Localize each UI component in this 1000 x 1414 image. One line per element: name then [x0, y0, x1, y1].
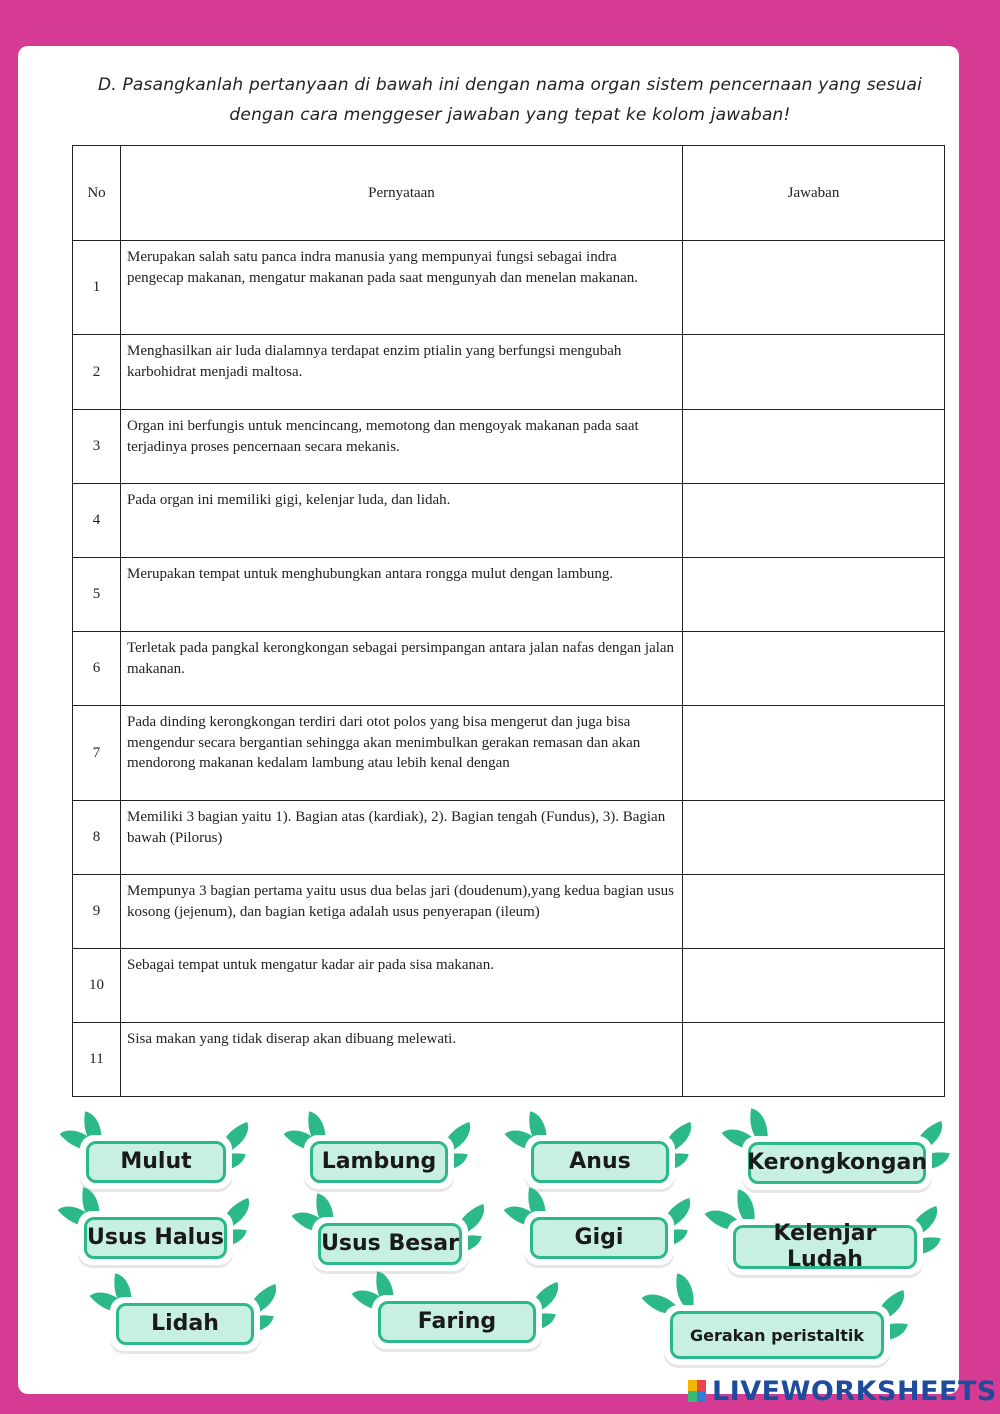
answer-drop-zone[interactable]	[683, 706, 945, 801]
row-number: 6	[73, 632, 121, 706]
answer-chip-faring[interactable]	[372, 1295, 542, 1349]
row-number: 2	[73, 335, 121, 410]
answer-drop-zone[interactable]	[683, 410, 945, 484]
table-row	[73, 801, 945, 875]
table-row	[73, 1023, 945, 1097]
answer-chip-anus[interactable]	[525, 1135, 675, 1189]
answer-drop-zone[interactable]	[683, 335, 945, 410]
row-number: 1	[73, 241, 121, 335]
answer-chip-kerongkongan[interactable]	[742, 1136, 932, 1190]
table-row	[73, 875, 945, 949]
answer-drop-zone[interactable]	[683, 632, 945, 706]
answer-chip-gigi[interactable]	[524, 1211, 674, 1265]
row-statement: Sebagai tempat untuk mengatur kadar air pada sisa makanan.	[121, 949, 683, 1023]
chip-label: Faring	[378, 1301, 536, 1343]
chip-label: Usus Besar	[318, 1223, 462, 1265]
table-row	[73, 706, 945, 801]
row-statement: Terletak pada pangkal kerongkongan sebagai persimpangan antara jalan nafas dengan jalan makanan.	[121, 632, 683, 706]
answer-drop-zone[interactable]	[683, 558, 945, 632]
chip-label: Lambung	[310, 1141, 448, 1183]
table-row	[73, 558, 945, 632]
answer-chip-usus-besar[interactable]	[312, 1217, 468, 1271]
logo-icon	[688, 1380, 706, 1402]
answer-chip-gerakan-peristaltik[interactable]	[664, 1305, 890, 1365]
chip-label: Gigi	[530, 1217, 668, 1259]
row-number: 8	[73, 801, 121, 875]
answer-chip-lidah[interactable]	[110, 1297, 260, 1351]
row-number: 4	[73, 484, 121, 558]
row-statement: Mempunya 3 bagian pertama yaitu usus dua belas jari (doudenum),yang kedua bagian usus kosong (jejenum), dan bagian ketiga adalah usus penyerapan (ileum)	[121, 875, 683, 949]
instruction-title: D. Pasangkanlah pertanyaan di bawah ini dengan nama organ sistem pencernaan yang sesuai dengan cara menggeser jawaban yang tepat ke kolom jawaban!	[97, 75, 922, 125]
answer-chip-lambung[interactable]	[304, 1135, 454, 1189]
table-row	[73, 632, 945, 706]
row-statement: Memiliki 3 bagian yaitu 1). Bagian atas (kardiak), 2). Bagian tengah (Fundus), 3). Bagian bawah (Pilorus)	[121, 801, 683, 875]
row-statement: Merupakan tempat untuk menghubungkan antara rongga mulut dengan lambung.	[121, 558, 683, 632]
question-table	[72, 145, 945, 1097]
liveworksheets-logo	[688, 1374, 997, 1408]
table-row	[73, 335, 945, 410]
table-row	[73, 484, 945, 558]
header-statement: Pernyataan	[121, 146, 683, 241]
row-statement: Sisa makan yang tidak diserap akan dibuang melewati.	[121, 1023, 683, 1097]
row-statement: Merupakan salah satu panca indra manusia yang mempunyai fungsi sebagai indra pengecap makanan, mengatur makanan pada saat mengunyah dan menelan makanan.	[121, 241, 683, 335]
row-number: 3	[73, 410, 121, 484]
chip-label: Kelenjar Ludah	[733, 1225, 917, 1269]
answer-drop-zone[interactable]	[683, 484, 945, 558]
header-answer: Jawaban	[683, 146, 945, 241]
logo-text: LIVEWORKSHEETS	[712, 1375, 997, 1407]
answer-chip-mulut[interactable]	[80, 1135, 232, 1189]
table-row	[73, 410, 945, 484]
logo-square	[688, 1380, 697, 1391]
answer-drop-zone[interactable]	[683, 1023, 945, 1097]
answer-drop-zone[interactable]	[683, 241, 945, 335]
chip-label: Lidah	[116, 1303, 254, 1345]
row-statement: Pada dinding kerongkongan terdiri dari otot polos yang bisa mengerut dan juga bisa mengendur secara bergantian sehingga akan menimbulkan gerakan remasan dan akan mendorong makanan kedalam lambung atau lebih kenal dengan	[121, 706, 683, 801]
answer-drop-zone[interactable]	[683, 949, 945, 1023]
logo-square	[697, 1391, 706, 1402]
row-statement: Organ ini berfungis untuk mencincang, memotong dan mengoyak makanan pada saat terjadinya proses pencernaan secara mekanis.	[121, 410, 683, 484]
row-number: 9	[73, 875, 121, 949]
chip-label: Usus Halus	[84, 1217, 227, 1259]
chip-label: Kerongkongan	[748, 1142, 926, 1184]
chip-label: Gerakan peristaltik	[670, 1311, 884, 1359]
row-number: 10	[73, 949, 121, 1023]
chip-label: Anus	[531, 1141, 669, 1183]
answer-drop-zone[interactable]	[683, 801, 945, 875]
table-row	[73, 241, 945, 335]
table-row	[73, 949, 945, 1023]
table-header-row	[73, 146, 945, 241]
answer-drop-zone[interactable]	[683, 875, 945, 949]
row-number: 5	[73, 558, 121, 632]
row-number: 11	[73, 1023, 121, 1097]
chip-label: Mulut	[86, 1141, 226, 1183]
logo-square	[688, 1391, 697, 1402]
answer-chip-kelenjar-ludah[interactable]	[727, 1219, 923, 1275]
row-number: 7	[73, 706, 121, 801]
row-statement: Pada organ ini memiliki gigi, kelenjar luda, dan lidah.	[121, 484, 683, 558]
answer-chip-usus-halus[interactable]	[78, 1211, 233, 1265]
logo-square	[697, 1380, 706, 1391]
header-no: No	[73, 146, 121, 241]
row-statement: Menghasilkan air luda dialamnya terdapat enzim ptialin yang berfungsi mengubah karbohidrat menjadi maltosa.	[121, 335, 683, 410]
